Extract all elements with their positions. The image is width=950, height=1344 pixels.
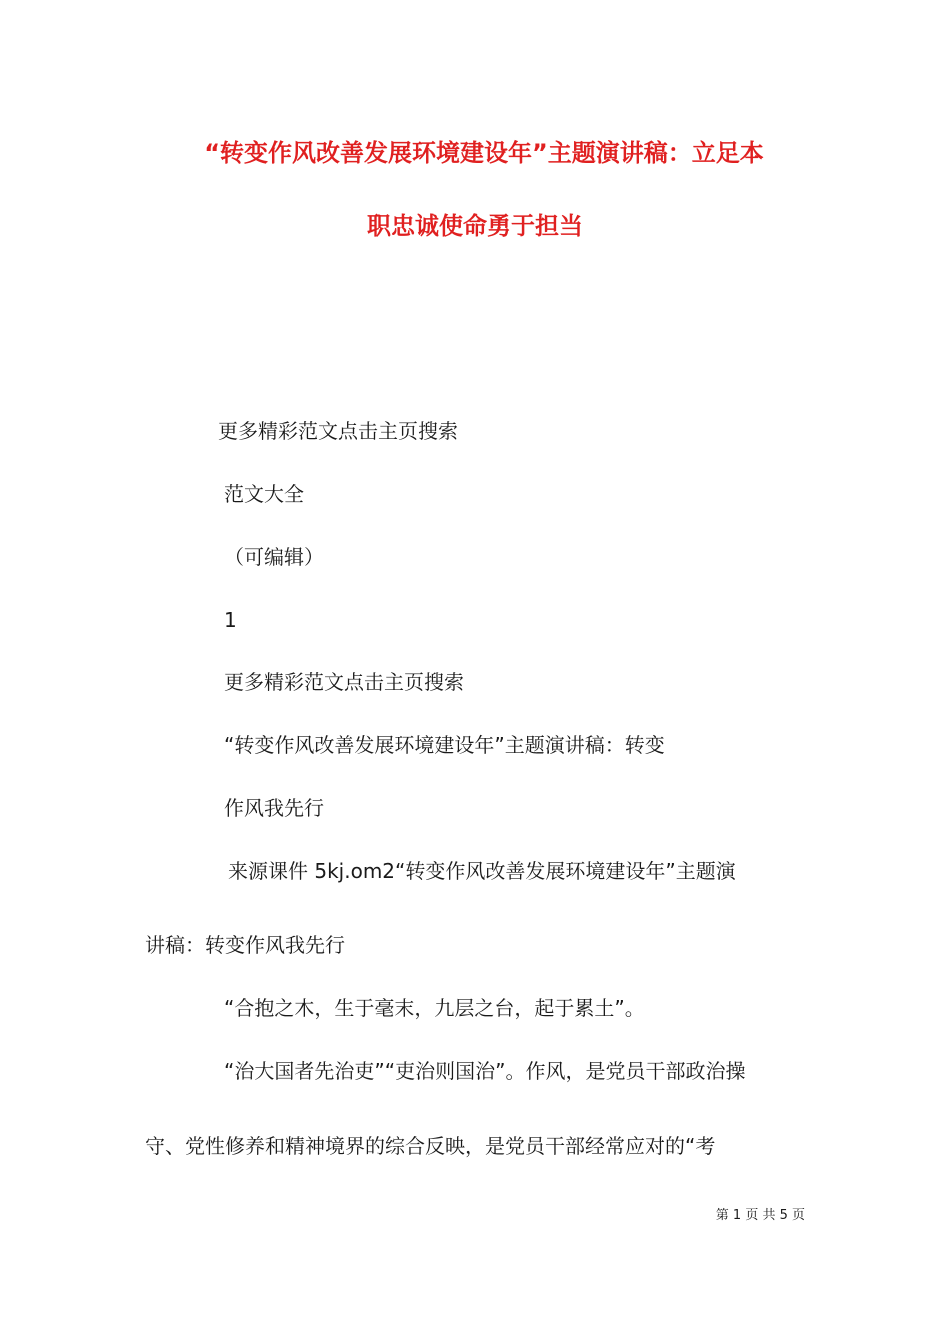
body-line-2: 范文大全 — [224, 482, 304, 506]
body-line-9: 讲稿：转变作风我先行 — [145, 933, 345, 957]
body-line-7: 作风我先行 — [224, 796, 324, 820]
document-title-line-2: 职忠诚使命勇于担当 — [367, 212, 583, 240]
page-number-footer: 第 1 页 共 5 页 — [715, 1208, 805, 1223]
body-line-3: （可编辑） — [224, 545, 324, 569]
body-line-4: 1 — [224, 608, 237, 632]
body-line-11: “治大国者先治吏”“吏治则国治”。作风，是党员干部政治操 — [224, 1059, 746, 1083]
document-title-line-1: “转变作风改善发展环境建设年”主题演讲稿：立足本 — [204, 139, 764, 167]
body-line-12: 守、党性修养和精神境界的综合反映，是党员干部经常应对的“考 — [145, 1134, 716, 1158]
body-line-8: 来源课件 5kj.om2“转变作风改善发展环境建设年”主题演 — [228, 859, 736, 883]
body-line-10: “合抱之木，生于毫末，九层之台，起于累土”。 — [224, 996, 645, 1020]
body-line-5: 更多精彩范文点击主页搜索 — [224, 670, 464, 694]
body-line-1: 更多精彩范文点击主页搜索 — [218, 419, 458, 443]
body-line-6: “转变作风改善发展环境建设年”主题演讲稿：转变 — [224, 733, 665, 757]
